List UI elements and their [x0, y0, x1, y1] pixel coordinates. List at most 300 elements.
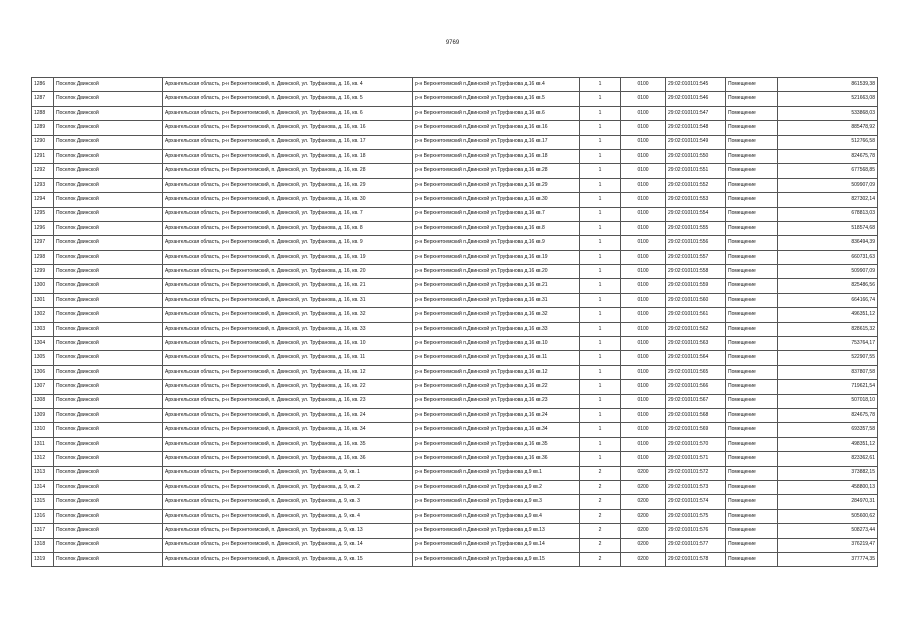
address-cell: Архангельская область, р-н Верхнетоемский, п. Двинской, ул. Труфанова, д. 16, кв. 32 — [163, 308, 413, 322]
count-cell: 1 — [580, 423, 621, 437]
cadastral-number-cell: 29:02:010101:574 — [666, 495, 726, 509]
cadastral-number-cell: 29:02:010101:551 — [666, 164, 726, 178]
short-address-cell: р-н Верхнетоемский п.Двинской ул.Труфанова д.9 кв.15 — [413, 552, 580, 566]
code-cell: 0200 — [621, 538, 666, 552]
code-cell: 0100 — [621, 322, 666, 336]
address-cell: Архангельская область, р-н Верхнетоемский, п. Двинской, ул. Труфанова, д. 16, кв. 33 — [163, 322, 413, 336]
cadastral-number-cell: 29:02:010101:573 — [666, 480, 726, 494]
settlement-cell: Поселок Двинской — [54, 121, 163, 135]
value-cell: 522907,55 — [778, 351, 878, 365]
row-number: 1318 — [32, 538, 54, 552]
row-number: 1308 — [32, 394, 54, 408]
count-cell: 1 — [580, 265, 621, 279]
cadastral-number-cell: 29:02:010101:548 — [666, 121, 726, 135]
row-number: 1300 — [32, 279, 54, 293]
count-cell: 2 — [580, 495, 621, 509]
address-cell: Архангельская область, р-н Верхнетоемский, п. Двинской, ул. Труфанова, д. 16, кв. 36 — [163, 452, 413, 466]
value-cell: 509907,09 — [778, 265, 878, 279]
cadastral-number-cell: 29:02:010101:571 — [666, 452, 726, 466]
table-row — [32, 552, 878, 566]
address-cell: Архангельская область, р-н Верхнетоемский, п. Двинской, ул. Труфанова, д. 16, кв. 29 — [163, 178, 413, 192]
cadastral-number-cell: 29:02:010101:566 — [666, 380, 726, 394]
count-cell: 2 — [580, 552, 621, 566]
table-row — [32, 423, 878, 437]
settlement-cell: Поселок Двинской — [54, 524, 163, 538]
object-type-cell: Помещение — [726, 221, 778, 235]
table-row — [32, 509, 878, 523]
table-row — [32, 78, 878, 92]
object-type-cell: Помещение — [726, 365, 778, 379]
row-number: 1286 — [32, 78, 54, 92]
value-cell: 719621,54 — [778, 380, 878, 394]
row-number: 1287 — [32, 92, 54, 106]
short-address-cell: р-н Верхнетоемский п.Двинской ул.Труфанова д.16 кв.24 — [413, 408, 580, 422]
value-cell: 496351,12 — [778, 308, 878, 322]
object-type-cell: Помещение — [726, 466, 778, 480]
short-address-cell: р-н Верхнетоемский п.Двинской ул.Труфанова д.16 кв.23 — [413, 394, 580, 408]
row-number: 1319 — [32, 552, 54, 566]
address-cell: Архангельская область, р-н Верхнетоемский, п. Двинской, ул. Труфанова, д. 16, кв. 6 — [163, 106, 413, 120]
row-number: 1315 — [32, 495, 54, 509]
cadastral-number-cell: 29:02:010101:572 — [666, 466, 726, 480]
object-type-cell: Помещение — [726, 351, 778, 365]
table-row — [32, 149, 878, 163]
address-cell: Архангельская область, р-н Верхнетоемский, п. Двинской, ул. Труфанова, д. 9, кв. 14 — [163, 538, 413, 552]
object-type-cell: Помещение — [726, 265, 778, 279]
settlement-cell: Поселок Двинской — [54, 495, 163, 509]
value-cell: 512766,58 — [778, 135, 878, 149]
value-cell: 677568,85 — [778, 164, 878, 178]
settlement-cell: Поселок Двинской — [54, 437, 163, 451]
address-cell: Архангельская область, р-н Верхнетоемский, п. Двинской, ул. Труфанова, д. 16, кв. 7 — [163, 207, 413, 221]
table-row — [32, 322, 878, 336]
count-cell: 1 — [580, 380, 621, 394]
settlement-cell: Поселок Двинской — [54, 78, 163, 92]
value-cell: 507018,10 — [778, 394, 878, 408]
code-cell: 0100 — [621, 394, 666, 408]
row-number: 1304 — [32, 337, 54, 351]
settlement-cell: Поселок Двинской — [54, 322, 163, 336]
row-number: 1312 — [32, 452, 54, 466]
count-cell: 1 — [580, 164, 621, 178]
value-cell: 827302,14 — [778, 193, 878, 207]
code-cell: 0100 — [621, 408, 666, 422]
count-cell: 1 — [580, 322, 621, 336]
table-row — [32, 178, 878, 192]
address-cell: Архангельская область, р-н Верхнетоемский, п. Двинской, ул. Труфанова, д. 16, кв. 10 — [163, 337, 413, 351]
table-row — [32, 351, 878, 365]
address-cell: Архангельская область, р-н Верхнетоемский, п. Двинской, ул. Труфанова, д. 9, кв. 2 — [163, 480, 413, 494]
table-row — [32, 495, 878, 509]
cadastral-number-cell: 29:02:010101:547 — [666, 106, 726, 120]
count-cell: 1 — [580, 437, 621, 451]
table-row — [32, 437, 878, 451]
short-address-cell: р-н Верхнетоемский п.Двинской ул.Труфанова д.16 кв.7 — [413, 207, 580, 221]
cadastral-number-cell: 29:02:010101:550 — [666, 149, 726, 163]
code-cell: 0100 — [621, 149, 666, 163]
object-type-cell: Помещение — [726, 480, 778, 494]
table-row — [32, 524, 878, 538]
value-cell: 498351,12 — [778, 437, 878, 451]
object-type-cell: Помещение — [726, 509, 778, 523]
value-cell: 458800,13 — [778, 480, 878, 494]
row-number: 1293 — [32, 178, 54, 192]
count-cell: 1 — [580, 106, 621, 120]
cadastral-number-cell: 29:02:010101:546 — [666, 92, 726, 106]
count-cell: 1 — [580, 193, 621, 207]
cadastral-number-cell: 29:02:010101:559 — [666, 279, 726, 293]
page-number: 9769 — [445, 40, 460, 46]
address-cell: Архангельская область, р-н Верхнетоемский, п. Двинской, ул. Труфанова, д. 16, кв. 20 — [163, 265, 413, 279]
object-type-cell: Помещение — [726, 308, 778, 322]
code-cell: 0100 — [621, 293, 666, 307]
count-cell: 1 — [580, 149, 621, 163]
value-cell: 836494,39 — [778, 236, 878, 250]
address-cell: Архангельская область, р-н Верхнетоемский, п. Двинской, ул. Труфанова, д. 9, кв. 13 — [163, 524, 413, 538]
cadastral-number-cell: 29:02:010101:576 — [666, 524, 726, 538]
address-cell: Архангельская область, р-н Верхнетоемский, п. Двинской, ул. Труфанова, д. 16, кв. 28 — [163, 164, 413, 178]
table-row — [32, 92, 878, 106]
object-type-cell: Помещение — [726, 135, 778, 149]
code-cell: 0100 — [621, 337, 666, 351]
address-cell: Архангельская область, р-н Верхнетоемский, п. Двинской, ул. Труфанова, д. 16, кв. 31 — [163, 293, 413, 307]
object-type-cell: Помещение — [726, 207, 778, 221]
table-row — [32, 279, 878, 293]
row-number: 1294 — [32, 193, 54, 207]
row-number: 1313 — [32, 466, 54, 480]
code-cell: 0100 — [621, 423, 666, 437]
table-row — [32, 466, 878, 480]
table-row — [32, 207, 878, 221]
settlement-cell: Поселок Двинской — [54, 265, 163, 279]
address-cell: Архангельская область, р-н Верхнетоемский, п. Двинской, ул. Труфанова, д. 16, кв. 11 — [163, 351, 413, 365]
table-row — [32, 121, 878, 135]
address-cell: Архангельская область, р-н Верхнетоемский, п. Двинской, ул. Труфанова, д. 16, кв. 9 — [163, 236, 413, 250]
short-address-cell: р-н Верхнетоемский п.Двинской ул.Труфанова д.16 кв.22 — [413, 380, 580, 394]
settlement-cell: Поселок Двинской — [54, 380, 163, 394]
short-address-cell: р-н Верхнетоемский п.Двинской ул.Труфанова д.16 кв.20 — [413, 265, 580, 279]
table-row — [32, 193, 878, 207]
object-type-cell: Помещение — [726, 452, 778, 466]
row-number: 1311 — [32, 437, 54, 451]
settlement-cell: Поселок Двинской — [54, 337, 163, 351]
code-cell: 0200 — [621, 480, 666, 494]
short-address-cell: р-н Верхнетоемский п.Двинской ул.Труфанова д.16 кв.5 — [413, 92, 580, 106]
object-type-cell: Помещение — [726, 236, 778, 250]
address-cell: Архангельская область, р-н Верхнетоемский, п. Двинской, ул. Труфанова, д. 9, кв. 15 — [163, 552, 413, 566]
value-cell: 376219,47 — [778, 538, 878, 552]
cadastral-number-cell: 29:02:010101:565 — [666, 365, 726, 379]
code-cell: 0200 — [621, 495, 666, 509]
object-type-cell: Помещение — [726, 538, 778, 552]
count-cell: 1 — [580, 351, 621, 365]
cadastral-number-cell: 29:02:010101:553 — [666, 193, 726, 207]
cadastral-number-cell: 29:02:010101:568 — [666, 408, 726, 422]
address-cell: Архангельская область, р-н Верхнетоемский, п. Двинской, ул. Труфанова, д. 16, кв. 34 — [163, 423, 413, 437]
row-number: 1292 — [32, 164, 54, 178]
code-cell: 0100 — [621, 164, 666, 178]
short-address-cell: р-н Верхнетоемский п.Двинской ул.Труфанова д.16 кв.35 — [413, 437, 580, 451]
value-cell: 824675,78 — [778, 408, 878, 422]
code-cell: 0100 — [621, 78, 666, 92]
count-cell: 1 — [580, 221, 621, 235]
settlement-cell: Поселок Двинской — [54, 164, 163, 178]
address-cell: Архангельская область, р-н Верхнетоемский, п. Двинской, ул. Труфанова, д. 9, кв. 4 — [163, 509, 413, 523]
code-cell: 0100 — [621, 437, 666, 451]
table-row — [32, 480, 878, 494]
value-cell: 693357,58 — [778, 423, 878, 437]
settlement-cell: Поселок Двинской — [54, 408, 163, 422]
count-cell: 1 — [580, 279, 621, 293]
cadastral-number-cell: 29:02:010101:552 — [666, 178, 726, 192]
short-address-cell: р-н Верхнетоемский п.Двинской ул.Труфанова д.16 кв.12 — [413, 365, 580, 379]
row-number: 1306 — [32, 365, 54, 379]
value-cell: 505600,62 — [778, 509, 878, 523]
code-cell: 0100 — [621, 250, 666, 264]
count-cell: 2 — [580, 524, 621, 538]
object-type-cell: Помещение — [726, 524, 778, 538]
value-cell: 664166,74 — [778, 293, 878, 307]
code-cell: 0100 — [621, 193, 666, 207]
short-address-cell: р-н Верхнетоемский п.Двинской ул.Труфанова д.9 кв.1 — [413, 466, 580, 480]
count-cell: 2 — [580, 480, 621, 494]
address-cell: Архангельская область, р-н Верхнетоемский, п. Двинской, ул. Труфанова, д. 16, кв. 16 — [163, 121, 413, 135]
count-cell: 1 — [580, 236, 621, 250]
short-address-cell: р-н Верхнетоемский п.Двинской ул.Труфанова д.16 кв.4 — [413, 78, 580, 92]
cadastral-number-cell: 29:02:010101:578 — [666, 552, 726, 566]
row-number: 1291 — [32, 149, 54, 163]
cadastral-number-cell: 29:02:010101:563 — [666, 337, 726, 351]
value-cell: 828615,32 — [778, 322, 878, 336]
short-address-cell: р-н Верхнетоемский п.Двинской ул.Труфанова д.16 кв.28 — [413, 164, 580, 178]
value-cell: 533868,03 — [778, 106, 878, 120]
short-address-cell: р-н Верхнетоемский п.Двинской ул.Труфанова д.16 кв.19 — [413, 250, 580, 264]
settlement-cell: Поселок Двинской — [54, 250, 163, 264]
table-row — [32, 250, 878, 264]
settlement-cell: Поселок Двинской — [54, 207, 163, 221]
count-cell: 1 — [580, 452, 621, 466]
row-number: 1299 — [32, 265, 54, 279]
registry-table — [31, 77, 878, 567]
code-cell: 0100 — [621, 207, 666, 221]
settlement-cell: Поселок Двинской — [54, 236, 163, 250]
value-cell: 373882,15 — [778, 466, 878, 480]
object-type-cell: Помещение — [726, 279, 778, 293]
value-cell: 508273,44 — [778, 524, 878, 538]
address-cell: Архангельская область, р-н Верхнетоемский, п. Двинской, ул. Труфанова, д. 16, кв. 5 — [163, 92, 413, 106]
settlement-cell: Поселок Двинской — [54, 351, 163, 365]
object-type-cell: Помещение — [726, 293, 778, 307]
object-type-cell: Помещение — [726, 552, 778, 566]
table-row — [32, 408, 878, 422]
cadastral-number-cell: 29:02:010101:577 — [666, 538, 726, 552]
code-cell: 0200 — [621, 524, 666, 538]
count-cell: 1 — [580, 92, 621, 106]
code-cell: 0100 — [621, 121, 666, 135]
settlement-cell: Поселок Двинской — [54, 149, 163, 163]
address-cell: Архангельская область, р-н Верхнетоемский, п. Двинской, ул. Труфанова, д. 16, кв. 21 — [163, 279, 413, 293]
object-type-cell: Помещение — [726, 380, 778, 394]
table-row — [32, 380, 878, 394]
short-address-cell: р-н Верхнетоемский п.Двинской ул.Труфанова д.16 кв.17 — [413, 135, 580, 149]
short-address-cell: р-н Верхнетоемский п.Двинской ул.Труфанова д.16 кв.31 — [413, 293, 580, 307]
address-cell: Архангельская область, р-н Верхнетоемский, п. Двинской, ул. Труфанова, д. 16, кв. 8 — [163, 221, 413, 235]
address-cell: Архангельская область, р-н Верхнетоемский, п. Двинской, ул. Труфанова, д. 16, кв. 4 — [163, 78, 413, 92]
cadastral-number-cell: 29:02:010101:560 — [666, 293, 726, 307]
table-row — [32, 365, 878, 379]
table-row — [32, 164, 878, 178]
cadastral-number-cell: 29:02:010101:558 — [666, 265, 726, 279]
cadastral-number-cell: 29:02:010101:570 — [666, 437, 726, 451]
short-address-cell: р-н Верхнетоемский п.Двинской ул.Труфанова д.16 кв.21 — [413, 279, 580, 293]
row-number: 1303 — [32, 322, 54, 336]
short-address-cell: р-н Верхнетоемский п.Двинской ул.Труфанова д.16 кв.32 — [413, 308, 580, 322]
short-address-cell: р-н Верхнетоемский п.Двинской ул.Труфанова д.16 кв.29 — [413, 178, 580, 192]
cadastral-number-cell: 29:02:010101:569 — [666, 423, 726, 437]
object-type-cell: Помещение — [726, 250, 778, 264]
settlement-cell: Поселок Двинской — [54, 509, 163, 523]
short-address-cell: р-н Верхнетоемский п.Двинской ул.Труфанова д.16 кв.33 — [413, 322, 580, 336]
code-cell: 0100 — [621, 351, 666, 365]
settlement-cell: Поселок Двинской — [54, 106, 163, 120]
address-cell: Архангельская область, р-н Верхнетоемский, п. Двинской, ул. Труфанова, д. 9, кв. 3 — [163, 495, 413, 509]
row-number: 1316 — [32, 509, 54, 523]
address-cell: Архангельская область, р-н Верхнетоемский, п. Двинской, ул. Труфанова, д. 16, кв. 23 — [163, 394, 413, 408]
settlement-cell: Поселок Двинской — [54, 178, 163, 192]
address-cell: Архангельская область, р-н Верхнетоемский, п. Двинской, ул. Труфанова, д. 16, кв. 18 — [163, 149, 413, 163]
settlement-cell: Поселок Двинской — [54, 452, 163, 466]
table-row — [32, 221, 878, 235]
count-cell: 1 — [580, 365, 621, 379]
settlement-cell: Поселок Двинской — [54, 135, 163, 149]
short-address-cell: р-н Верхнетоемский п.Двинской ул.Труфанова д.16 кв.6 — [413, 106, 580, 120]
table-row — [32, 538, 878, 552]
value-cell: 377774,35 — [778, 552, 878, 566]
short-address-cell: р-н Верхнетоемский п.Двинской ул.Труфанова д.9 кв.14 — [413, 538, 580, 552]
address-cell: Архангельская область, р-н Верхнетоемский, п. Двинской, ул. Труфанова, д. 9, кв. 1 — [163, 466, 413, 480]
count-cell: 1 — [580, 121, 621, 135]
code-cell: 0100 — [621, 308, 666, 322]
object-type-cell: Помещение — [726, 423, 778, 437]
value-cell: 509907,09 — [778, 178, 878, 192]
value-cell: 885478,92 — [778, 121, 878, 135]
settlement-cell: Поселок Двинской — [54, 394, 163, 408]
settlement-cell: Поселок Двинской — [54, 552, 163, 566]
code-cell: 0100 — [621, 221, 666, 235]
settlement-cell: Поселок Двинской — [54, 365, 163, 379]
count-cell: 2 — [580, 509, 621, 523]
object-type-cell: Помещение — [726, 337, 778, 351]
value-cell: 823362,61 — [778, 452, 878, 466]
row-number: 1305 — [32, 351, 54, 365]
short-address-cell: р-н Верхнетоемский п.Двинской ул.Труфанова д.16 кв.10 — [413, 337, 580, 351]
code-cell: 0100 — [621, 380, 666, 394]
row-number: 1289 — [32, 121, 54, 135]
short-address-cell: р-н Верхнетоемский п.Двинской ул.Труфанова д.16 кв.34 — [413, 423, 580, 437]
value-cell: 284970,31 — [778, 495, 878, 509]
short-address-cell: р-н Верхнетоемский п.Двинской ул.Труфанова д.9 кв.4 — [413, 509, 580, 523]
cadastral-number-cell: 29:02:010101:554 — [666, 207, 726, 221]
count-cell: 1 — [580, 308, 621, 322]
address-cell: Архангельская область, р-н Верхнетоемский, п. Двинской, ул. Труфанова, д. 16, кв. 12 — [163, 365, 413, 379]
count-cell: 1 — [580, 207, 621, 221]
object-type-cell: Помещение — [726, 437, 778, 451]
settlement-cell: Поселок Двинской — [54, 221, 163, 235]
row-number: 1314 — [32, 480, 54, 494]
cadastral-number-cell: 29:02:010101:545 — [666, 78, 726, 92]
short-address-cell: р-н Верхнетоемский п.Двинской ул.Труфанова д.16 кв.30 — [413, 193, 580, 207]
short-address-cell: р-н Верхнетоемский п.Двинской ул.Труфанова д.16 кв.9 — [413, 236, 580, 250]
value-cell: 660731,63 — [778, 250, 878, 264]
row-number: 1298 — [32, 250, 54, 264]
object-type-cell: Помещение — [726, 322, 778, 336]
short-address-cell: р-н Верхнетоемский п.Двинской ул.Труфанова д.16 кв.18 — [413, 149, 580, 163]
cadastral-number-cell: 29:02:010101:561 — [666, 308, 726, 322]
settlement-cell: Поселок Двинской — [54, 466, 163, 480]
value-cell: 824675,78 — [778, 149, 878, 163]
object-type-cell: Помещение — [726, 408, 778, 422]
address-cell: Архангельская область, р-н Верхнетоемский, п. Двинской, ул. Труфанова, д. 16, кв. 24 — [163, 408, 413, 422]
row-number: 1310 — [32, 423, 54, 437]
cadastral-number-cell: 29:02:010101:562 — [666, 322, 726, 336]
object-type-cell: Помещение — [726, 106, 778, 120]
short-address-cell: р-н Верхнетоемский п.Двинской ул.Труфанова д.16 кв.16 — [413, 121, 580, 135]
settlement-cell: Поселок Двинской — [54, 480, 163, 494]
value-cell: 678813,03 — [778, 207, 878, 221]
code-cell: 0200 — [621, 552, 666, 566]
table-row — [32, 106, 878, 120]
count-cell: 1 — [580, 135, 621, 149]
address-cell: Архангельская область, р-н Верхнетоемский, п. Двинской, ул. Труфанова, д. 16, кв. 17 — [163, 135, 413, 149]
value-cell: 861539,38 — [778, 78, 878, 92]
object-type-cell: Помещение — [726, 121, 778, 135]
code-cell: 0200 — [621, 509, 666, 523]
count-cell: 1 — [580, 78, 621, 92]
value-cell: 521663,08 — [778, 92, 878, 106]
code-cell: 0100 — [621, 279, 666, 293]
object-type-cell: Помещение — [726, 149, 778, 163]
code-cell: 0100 — [621, 236, 666, 250]
object-type-cell: Помещение — [726, 193, 778, 207]
table-row — [32, 394, 878, 408]
settlement-cell: Поселок Двинской — [54, 308, 163, 322]
short-address-cell: р-н Верхнетоемский п.Двинской ул.Труфанова д.9 кв.13 — [413, 524, 580, 538]
count-cell: 1 — [580, 178, 621, 192]
cadastral-number-cell: 29:02:010101:555 — [666, 221, 726, 235]
table-row — [32, 135, 878, 149]
object-type-cell: Помещение — [726, 178, 778, 192]
settlement-cell: Поселок Двинской — [54, 293, 163, 307]
row-number: 1309 — [32, 408, 54, 422]
count-cell: 2 — [580, 538, 621, 552]
row-number: 1307 — [32, 380, 54, 394]
count-cell: 1 — [580, 394, 621, 408]
code-cell: 0100 — [621, 265, 666, 279]
value-cell: 753764,17 — [778, 337, 878, 351]
short-address-cell: р-н Верхнетоемский п.Двинской ул.Труфанова д.9 кв.3 — [413, 495, 580, 509]
settlement-cell: Поселок Двинской — [54, 92, 163, 106]
object-type-cell: Помещение — [726, 164, 778, 178]
settlement-cell: Поселок Двинской — [54, 423, 163, 437]
address-cell: Архангельская область, р-н Верхнетоемский, п. Двинской, ул. Труфанова, д. 16, кв. 35 — [163, 437, 413, 451]
short-address-cell: р-н Верхнетоемский п.Двинской ул.Труфанова д.16 кв.11 — [413, 351, 580, 365]
table-row — [32, 337, 878, 351]
row-number: 1302 — [32, 308, 54, 322]
count-cell: 1 — [580, 293, 621, 307]
table-row — [32, 265, 878, 279]
count-cell: 2 — [580, 466, 621, 480]
code-cell: 0100 — [621, 365, 666, 379]
